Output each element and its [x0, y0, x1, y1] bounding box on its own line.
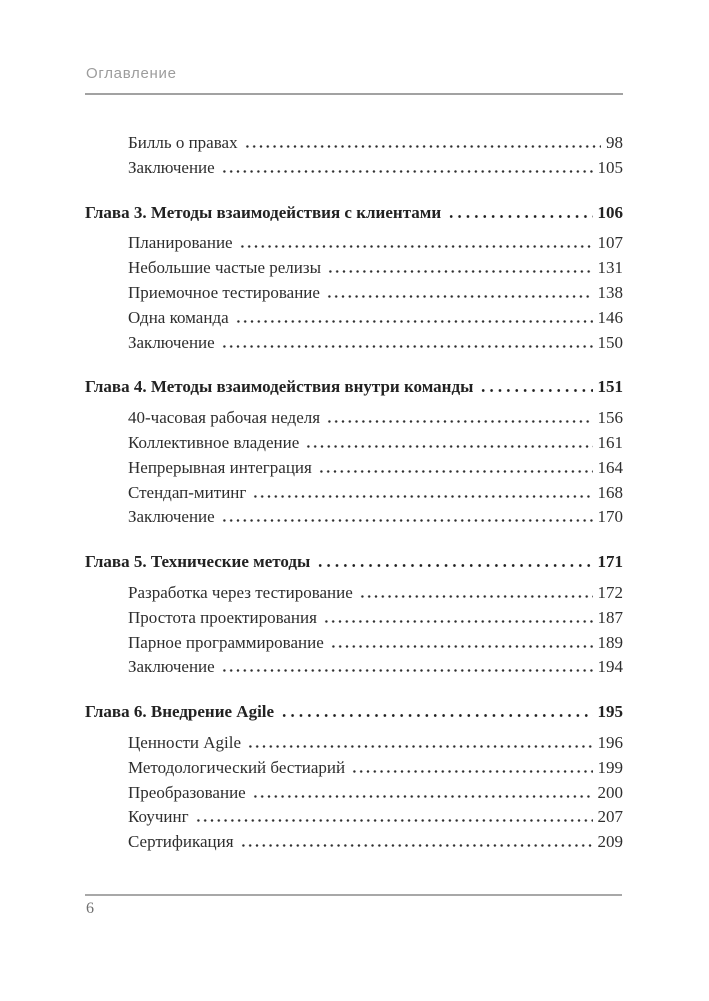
toc-entry-title: Коучинг: [128, 807, 189, 827]
dot-leader: [195, 819, 593, 822]
toc-entry-row: [85, 456, 623, 481]
toc-chapter-row: [85, 550, 623, 575]
toc-entry-row: [85, 756, 623, 781]
toc-entry-title: Непрерывная интеграция: [128, 457, 312, 477]
toc-entry-title: Заключение: [128, 507, 215, 527]
toc-entry-row: [85, 281, 623, 306]
dot-leader: [326, 295, 593, 298]
toc-chapter-title: Глава 4. Методы взаимодействия внутри команды: [85, 377, 474, 397]
toc-entry-row: [85, 256, 623, 281]
toc-entry-row: [85, 781, 623, 806]
toc-entry-page: 189: [597, 632, 623, 652]
toc-entry-page: 105: [597, 157, 623, 177]
dot-leader: [244, 145, 601, 148]
toc-entry-title: Методологический бестиарий: [128, 757, 346, 777]
dot-leader: [318, 470, 593, 473]
toc-entry-row: [85, 731, 623, 756]
header-rule: [85, 93, 623, 95]
toc-entry-row: [85, 306, 623, 331]
toc-chapter-page: 195: [597, 702, 623, 722]
toc-entry-page: 207: [597, 807, 623, 827]
toc-entry-row: [85, 805, 623, 830]
toc-entry-title: Небольшие частые релизы: [128, 258, 322, 278]
toc-chapter-row: [85, 700, 623, 725]
toc-entry-row: [85, 606, 623, 631]
toc-entry-page: 170: [597, 507, 623, 527]
toc-chapter-row: [85, 201, 623, 226]
toc-group: [85, 550, 623, 680]
toc-entry-title: 40-часовая рабочая неделя: [128, 408, 321, 428]
toc-entry-row: [85, 156, 623, 181]
toc-entry-title: Разработка через тестирование: [128, 582, 353, 602]
toc-entry-title: Приемочное тестирование: [128, 282, 320, 302]
toc-entry-title: Стендап-митинг: [128, 482, 247, 502]
toc-entry-title: Заключение: [128, 157, 215, 177]
toc-entry-title: Сертификация: [128, 832, 234, 852]
toc-entry-page: 194: [597, 657, 623, 677]
footer-rule: [85, 894, 622, 896]
dot-leader: [252, 795, 593, 798]
toc-entry-row: [85, 631, 623, 656]
toc-entry-row: [85, 830, 623, 855]
toc-entry-title: Заключение: [128, 657, 215, 677]
toc-entry-page: 131: [597, 258, 623, 278]
dot-leader: [447, 215, 592, 218]
toc-entry-row: [85, 655, 623, 680]
toc-entry-page: 146: [597, 307, 623, 327]
toc-entry-title: Заключение: [128, 332, 215, 352]
running-header: Оглавление: [86, 65, 177, 82]
toc-entry-page: 196: [597, 732, 623, 752]
dot-leader: [323, 620, 593, 623]
toc-chapter-title: Глава 5. Технические методы: [85, 552, 311, 572]
toc-chapter-page: 171: [597, 552, 623, 572]
dot-leader: [221, 170, 593, 173]
toc-group: [85, 375, 623, 530]
dot-leader: [252, 495, 592, 498]
toc-entry-page: 156: [597, 408, 623, 428]
toc-chapter-page: 106: [597, 202, 623, 222]
dot-leader: [235, 320, 593, 323]
toc-entry-page: 138: [597, 282, 623, 302]
toc-entry-title: Парное программирование: [128, 632, 324, 652]
page-number: 6: [86, 900, 94, 917]
toc-entry-page: 187: [597, 607, 623, 627]
toc-entry-page: 200: [597, 782, 623, 802]
dot-leader: [305, 445, 592, 448]
toc-entry-page: 199: [597, 757, 623, 777]
toc-entry-row: [85, 581, 623, 606]
toc-entry-row: [85, 505, 623, 530]
dot-leader: [221, 669, 593, 672]
toc-entry-page: 98: [606, 133, 623, 152]
dot-leader: [316, 564, 592, 567]
toc-group: [85, 700, 623, 855]
toc-entry-page: 150: [597, 332, 623, 352]
toc-entry-row: [85, 406, 623, 431]
toc-entry-title: Простота проектирования: [128, 607, 317, 627]
dot-leader: [359, 595, 593, 598]
toc-group: [85, 201, 623, 356]
toc-entry-page: 161: [597, 432, 623, 452]
toc-entry-row: [85, 131, 623, 156]
table-of-contents: [85, 131, 623, 855]
dot-leader: [240, 844, 593, 847]
toc-entry-page: 172: [597, 582, 623, 602]
dot-leader: [326, 420, 592, 423]
dot-leader: [479, 389, 592, 392]
toc-entry-row: [85, 431, 623, 456]
toc-entry-page: 209: [597, 832, 623, 852]
dot-leader: [330, 645, 593, 648]
toc-chapter-page: 151: [597, 377, 623, 397]
toc-entry-page: 168: [597, 482, 623, 502]
dot-leader: [221, 345, 593, 348]
toc-chapter-row: [85, 375, 623, 400]
dot-leader: [247, 745, 592, 748]
toc-group: [85, 131, 623, 181]
toc-entry-title: Ценности Agile: [128, 732, 242, 752]
toc-entry-title: Коллективное владение: [128, 432, 300, 452]
dot-leader: [239, 245, 593, 248]
toc-entry-row: [85, 331, 623, 356]
dot-leader: [280, 714, 592, 717]
toc-chapter-title: Глава 6. Внедрение Agile: [85, 702, 275, 722]
toc-entry-page: 164: [597, 457, 623, 477]
toc-entry-title: Билль о правах: [128, 133, 238, 152]
toc-entry-title: Одна команда: [128, 307, 229, 327]
toc-entry-row: [85, 231, 623, 256]
dot-leader: [221, 519, 593, 522]
dot-leader: [351, 770, 592, 773]
toc-chapter-title: Глава 3. Методы взаимодействия с клиентами: [85, 202, 442, 222]
toc-entry-title: Планирование: [128, 233, 233, 253]
toc-entry-row: [85, 481, 623, 506]
dot-leader: [327, 270, 592, 273]
toc-entry-page: 107: [597, 233, 623, 253]
toc-entry-title: Преобразование: [128, 782, 246, 802]
